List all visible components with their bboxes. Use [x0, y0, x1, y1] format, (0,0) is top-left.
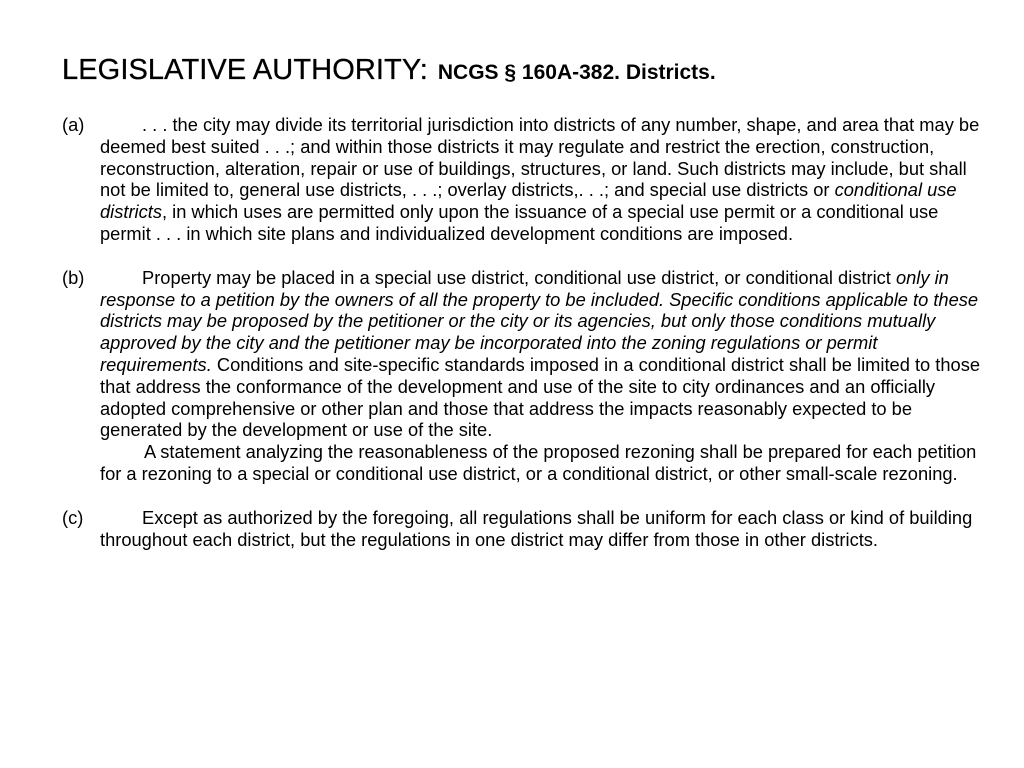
slide-title [62, 52, 716, 85]
title-statute-reference: NCGS § 160A-382. Districts. [437, 61, 716, 84]
section-a-text-1: . . . the city may divide its territorial jurisdiction into districts of any number, shape, and area that may be deemed best suited . . .; and within those districts it may regulate and restrict the erection, construction, reconstruction, alteration, repair or use of buildings, structures, or land. Such districts may include, but shall not be limited to, general use districts, . . .; overlay districts,. . .; and special use districts or [100, 114, 980, 201]
section-c [62, 507, 982, 551]
statute-body [62, 114, 982, 550]
section-a-label: (a) [62, 114, 85, 135]
section-gap [62, 245, 982, 267]
section-a [62, 114, 982, 245]
section-b-statement-text: A statement analyzing the reasonableness of the proposed rezoning shall be prepared for each petition for a rezoning to a special or conditional use district, or a conditional district, or other small-scale rezoning. [100, 441, 977, 484]
section-b [62, 267, 982, 441]
section-c-text-1: Except as authorized by the foregoing, all regulations shall be uniform for each class or kind of building throughout each district, but the regulations in one district may differ from those in other districts. [100, 506, 973, 550]
section-b-statement [62, 441, 982, 485]
section-c-label: (c) [62, 506, 84, 528]
section-b-text-2: Conditions and site-specific standards imposed in a conditional district shall be limited to those that address the conformance of the development and use of the site to city ordinances and an officially adopted comprehensive or other plan and those that address the impacts reasonably expected to be generated by the development or use of the site. [100, 353, 980, 441]
section-gap [62, 485, 982, 507]
section-a-italic-1: conditional use districts [100, 179, 957, 223]
section-b-label: (b) [62, 266, 85, 288]
section-b-italic-1: only in response to a petition by the owners of all the property to be included. Specific conditions applicable to these districts may be proposed by the petitioner or the city or its agencies, but only those conditions mutually approved by the city and the petitioner may be incorporated into the zoning regulations or permit requirements. [100, 266, 979, 375]
section-b-text-1: Property may be placed in a special use district, conditional use district, or conditional district [142, 266, 896, 288]
section-a-text-2: , in which uses are permitted only upon the issuance of a special use permit or a conditional use permit . . . in which site plans and individualized development conditions are imposed. [100, 201, 939, 244]
title-main: LEGISLATIVE AUTHORITY: [62, 54, 428, 86]
